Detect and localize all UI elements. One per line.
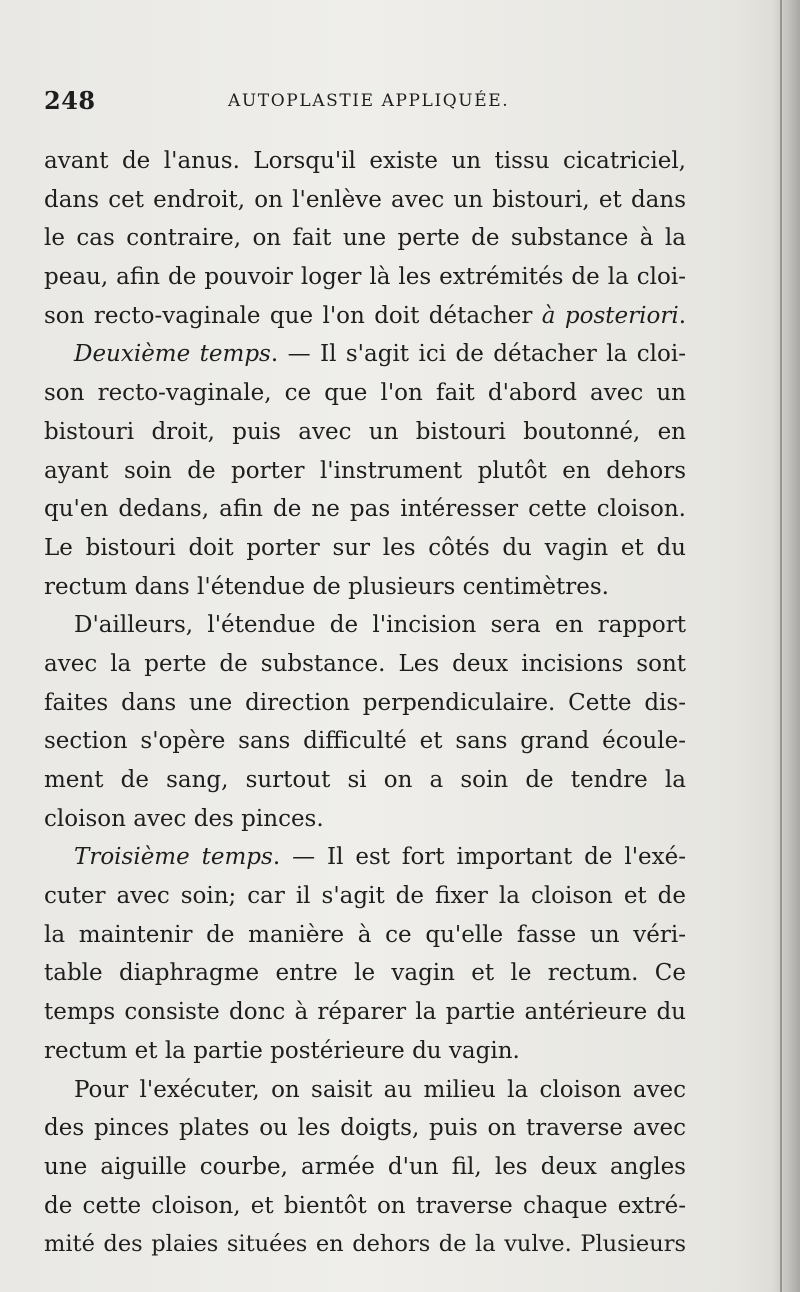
running-head: AUTOPLASTIE APPLIQUÉE. bbox=[228, 91, 510, 111]
text-line: ayant soin de porter l'instrument plutôt en dehors bbox=[44, 457, 686, 484]
text-line: Le bistouri doit porter sur les côtés du vagin et du bbox=[44, 534, 686, 561]
text-line: ment de sang, surtout si on a soin de tendre la bbox=[44, 767, 686, 793]
text-line: qu'en dedans, afin de ne pas intéresser cette cloison. bbox=[44, 496, 686, 523]
text-line: son recto-vaginale, ce que l'on fait d'abord avec un bbox=[44, 380, 686, 407]
page-number: 248 bbox=[44, 86, 96, 115]
text-line: rectum et la partie postérieure du vagin. bbox=[44, 1037, 520, 1064]
text-line: rectum dans l'étendue de plusieurs centimètres. bbox=[44, 573, 609, 600]
text-line: faites dans une direction perpendiculaire. Cette dis- bbox=[44, 689, 686, 716]
page-edge-shadow bbox=[772, 0, 800, 1292]
text-line: table diaphragme entre le vagin et le rectum. Ce bbox=[44, 960, 686, 987]
text-line: cuter avec soin; car il s'agit de fixer la cloison et de bbox=[44, 883, 686, 910]
text-line: des pinces plates ou les doigts, puis on traverse avec bbox=[44, 1115, 686, 1142]
body-text bbox=[44, 142, 686, 1264]
text-line: une aiguille courbe, armée d'un fil, les deux angles bbox=[44, 1153, 686, 1180]
text-line: cloison avec des pinces. bbox=[44, 805, 324, 832]
text-line: Pour l'exécuter, on saisit au milieu la cloison avec bbox=[74, 1076, 686, 1103]
text-line: bistouri droit, puis avec un bistouri boutonné, en bbox=[44, 418, 686, 445]
section-label: Troisième temps bbox=[74, 844, 273, 871]
text-line: Troisième temps. — Il est fort important de l'exé- bbox=[74, 844, 686, 871]
text-line: temps consiste donc à réparer la partie antérieure du bbox=[44, 999, 686, 1026]
italic-term: à posteriori bbox=[541, 302, 679, 329]
text-line: la maintenir de manière à ce qu'elle fasse un véri- bbox=[44, 921, 686, 948]
text-line: D'ailleurs, l'étendue de l'incision sera en rapport bbox=[74, 612, 686, 639]
text-line: Deuxième temps. — Il s'agit ici de détacher la cloi- bbox=[74, 341, 686, 368]
text-line: section s'opère sans difficulté et sans grand écoule- bbox=[44, 728, 686, 755]
text-line: de cette cloison, et bientôt on traverse chaque extré- bbox=[44, 1192, 686, 1219]
text-line: avant de l'anus. Lorsqu'il existe un tissu cicatriciel, bbox=[44, 148, 686, 174]
text-line: le cas contraire, on fait une perte de substance à la bbox=[44, 225, 686, 252]
page-edge-line bbox=[780, 0, 782, 1292]
section-label: Deuxième temps bbox=[74, 341, 271, 368]
text-line: son recto-vaginale que l'on doit détacher à posteriori. bbox=[44, 302, 686, 329]
text-line: avec la perte de substance. Les deux incisions sont bbox=[44, 650, 686, 677]
text-line: dans cet endroit, on l'enlève avec un bistouri, et dans bbox=[44, 186, 686, 213]
text-line: peau, afin de pouvoir loger là les extrémités de la cloi- bbox=[44, 264, 686, 291]
page-header bbox=[44, 86, 694, 122]
text-line: mité des plaies situées en dehors de la vulve. Plusieurs bbox=[44, 1231, 686, 1258]
